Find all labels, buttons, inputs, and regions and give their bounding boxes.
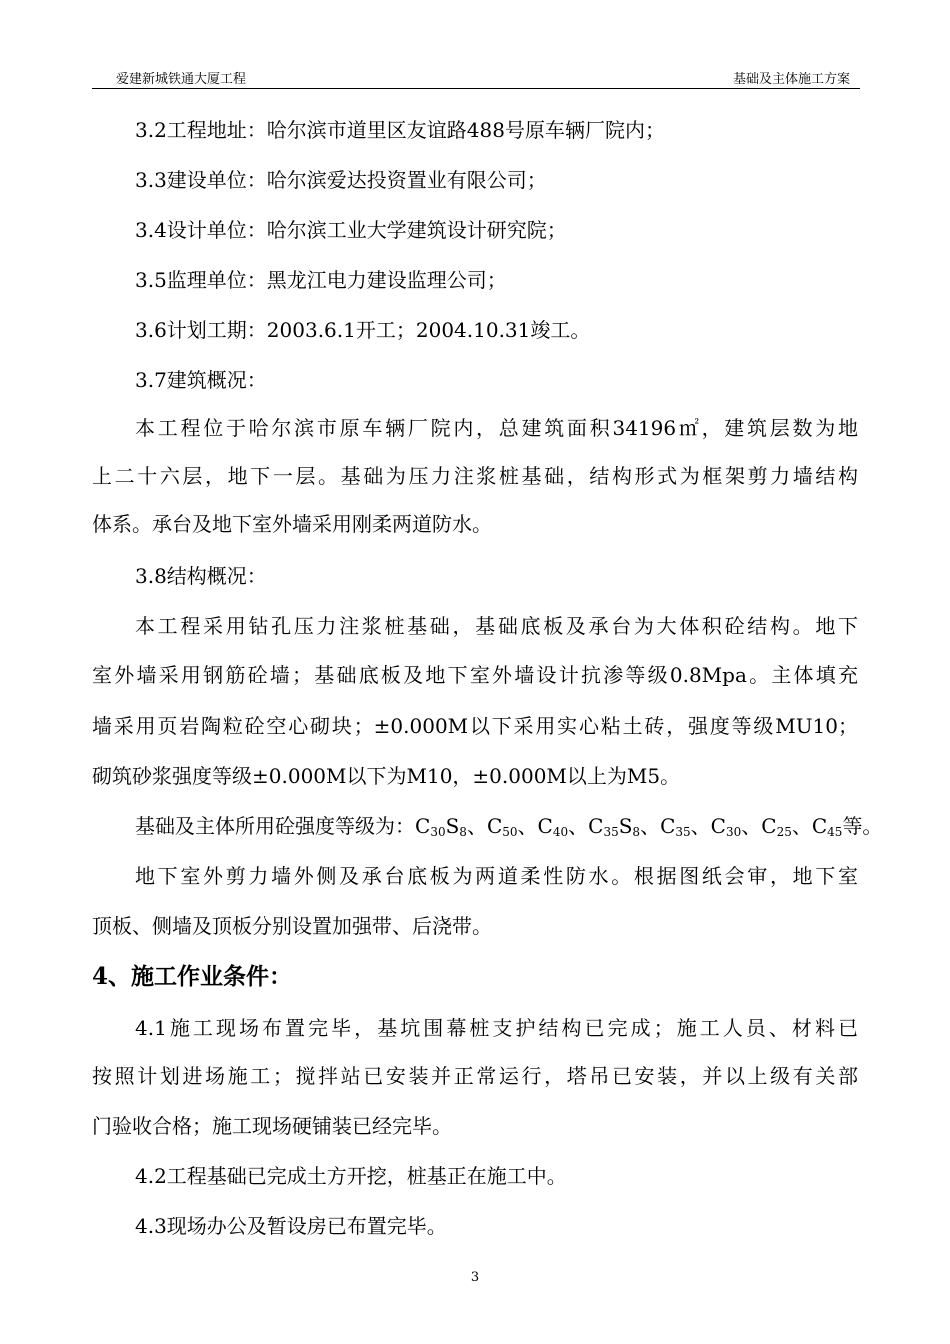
paragraph-3-3: 3.3建设单位：哈尔滨爱达投资置业有限公司； <box>135 168 547 192</box>
grade-subscript: 30 <box>430 825 446 839</box>
grade-c: C <box>811 814 828 838</box>
paragraph-4-1-line-1: 4.1施工现场布置完毕，基坑围幕桩支护结构已完成；施工人员、材料已 <box>135 1016 858 1040</box>
paragraph-3-5: 3.5监理单位：黑龙江电力建设监理公司； <box>135 268 507 292</box>
paragraph-4-1-line-3: 门验收合格；施工现场硬铺装已经完毕。 <box>92 1114 452 1138</box>
grade-subscript: 8 <box>632 825 641 839</box>
paragraph-4-2: 4.2工程基础已完成土方开挖，桩基正在施工中。 <box>135 1164 567 1188</box>
grade-subscript: 25 <box>776 825 792 839</box>
waterproofing-line-2: 顶板、侧墙及顶板分别设置加强带、后浇带。 <box>92 914 492 938</box>
grade-subscript: 45 <box>827 825 843 839</box>
grade-c: C <box>415 814 431 838</box>
grade-c: C <box>537 814 553 838</box>
building-overview-line-1: 本工程位于哈尔滨市原车辆厂院内，总建筑面积34196㎡，建筑层数为地 <box>135 416 858 440</box>
grade-c: C <box>710 814 726 838</box>
paragraph-3-7-title: 3.7建筑概况： <box>135 368 267 392</box>
grade-s: S <box>445 814 460 838</box>
header-document-title: 基础及主体施工方案 <box>732 72 850 87</box>
paragraph-3-4: 3.4设计单位：哈尔滨工业大学建筑设计研究院； <box>135 218 567 242</box>
grade-c: C <box>761 814 777 838</box>
separator: 、 <box>791 814 812 838</box>
structure-overview-line-2: 室外墙采用钢筋砼墙；基础底板及地下室外墙设计抗渗等级0.8Mpa。主体填充 <box>92 663 858 687</box>
building-overview-line-3: 体系。承台及地下室外墙采用刚柔两道防水。 <box>92 512 492 536</box>
concrete-grades-suffix: 等。 <box>842 814 883 838</box>
structure-overview-line-4: 砌筑砂浆强度等级±0.000M以下为M10，±0.000M以上为M5。 <box>92 764 681 788</box>
grade-subscript: 40 <box>552 825 569 839</box>
paragraph-3-8-title: 3.8结构概况： <box>135 564 267 588</box>
page-header <box>92 66 860 89</box>
header-project-name: 爱建新城铁通大厦工程 <box>116 72 247 87</box>
section-4-heading: 4、施工作业条件： <box>92 963 293 990</box>
separator: 、 <box>640 814 661 838</box>
paragraph-4-1-line-2: 按照计划进场施工；搅拌站已安装并正常运行，塔吊已安装，并以上级有关部 <box>92 1064 858 1088</box>
grade-subscript: 30 <box>725 825 742 839</box>
building-overview-line-2: 上二十六层，地下一层。基础为压力注浆桩基础，结构形式为框架剪力墙结构 <box>92 464 858 488</box>
structure-overview-line-1: 本工程采用钻孔压力注浆桩基础，基础底板及承台为大体积砼结构。地下 <box>135 614 858 638</box>
grade-subscript: 50 <box>502 825 518 839</box>
paragraph-4-3: 4.3现场办公及暂设房已布置完毕。 <box>135 1214 447 1238</box>
separator: 、 <box>466 814 487 838</box>
waterproofing-line-1: 地下室外剪力墙外侧及承台底板为两道柔性防水。根据图纸会审，地下室 <box>135 864 858 888</box>
separator: 、 <box>741 814 762 838</box>
grade-subscript: 35 <box>675 825 691 839</box>
paragraph-3-2: 3.2工程地址：哈尔滨市道里区友谊路488号原车辆厂院内； <box>135 118 665 142</box>
paragraph-3-6: 3.6计划工期：2003.6.1开工；2004.10.31竣工。 <box>135 318 591 342</box>
separator: 、 <box>517 814 538 838</box>
grade-c: C <box>486 814 503 838</box>
grade-c: C <box>588 814 604 838</box>
separator: 、 <box>568 814 589 838</box>
separator: 、 <box>690 814 711 838</box>
grade-subscript: 8 <box>459 825 467 839</box>
grade-c: C <box>660 814 676 838</box>
concrete-grades-line <box>135 810 882 839</box>
structure-overview-line-3: 墙采用页岩陶粒砼空心砌块；±0.000M以下采用实心粘土砖，强度等级MU10； <box>92 714 858 738</box>
concrete-grades-prefix: 基础及主体所用砼强度等级为： <box>135 814 415 838</box>
grade-s: S <box>618 814 633 838</box>
grade-subscript: 35 <box>603 825 619 839</box>
page-number: 3 <box>470 1270 480 1285</box>
